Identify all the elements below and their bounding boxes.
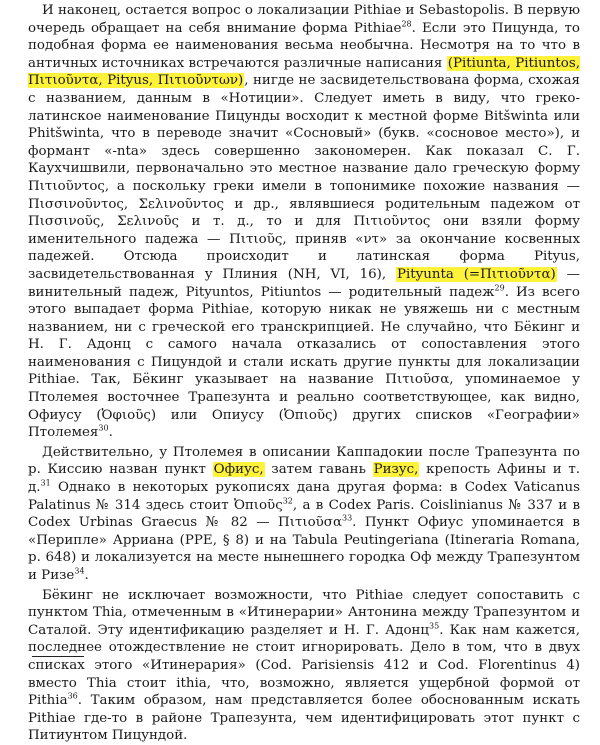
text-run: , нигде не засвидетельствована форма, схожая с названием, данным в «Нотиции». Следует иметь в виду, что греко-латинское наименование Пицунды восходит к местной форме Bitšwinta или Phitšwinta, что в переводе значит «Сосновый» (букв. «сосновое место»), и формант «-nta» здесь совершенно закономерен. Как показал С. Г. Каухчишвили, первоначально это местное название дало греческую форму Πιτιοῦντος, а поскольку греки имели в топонимике похожие названия — Πισσινοῦντος, Σελινοῦντος и др., являвшиеся родительным падежом от Πισσινοῦς, Σελινοῦς и т. д., то и для Πιτιοῦντος они взяли форму именительного падежа — Πιτιοῦς, приняв «ντ» за окончание косвенных падежей. Отсюда происходит и латинская форма Pityus, засвидетельствованная у Плиния (NH, VI, 16), — [28, 73, 580, 282]
footnote-ref: 30 — [98, 423, 109, 433]
text-run: . — [84, 568, 89, 583]
highlighted-text: (Pitiunta, Pitiuntos, Πιτιοῦντα, Pityus, Πιτιοῦντων) — [28, 55, 580, 89]
text-run: Однако в некоторых рукописях дана другая форма: в Codex Vaticanus Palatinus № 314 здесь стоит Ὀπιοῦς — [28, 480, 580, 513]
paragraph-2 — [28, 444, 580, 585]
text-run: . Из всего этого выпадает форма Pithiae, которую никак не увяжешь ни с местным названием, ни с греческой его транскрипцией. Не случайно, что Бёкинг и Н. Г. Адонц с самого начала отказались от сопоставления этого наименования с Пицундой и стали искать другие пункты для локализации Pithiae. Так, Бёкинг указывает на название Πιτιοῦσα, упоминаемое у Птолемея восточнее Трапезунта и реально соответствующее, как видно, Офиусу (Ὀφιοῦς) или Опиусу (Ὀπιοῦς) других списков «Географии» Птолемея — [28, 284, 580, 441]
text-run: . Если это Пицунда, то подобная форма ее наименования весьма необычна. Несмотря на то что в античных источниках встречаются различные написания — [28, 20, 580, 71]
footnote-ref: 31 — [40, 478, 51, 488]
text-run: — винительный падеж, Pityuntos, Pitiuntos — родительный падеж — [28, 266, 581, 300]
text-run: И наконец, остается вопрос о локализации Pithiae и Sebastopolis. В первую очередь обращает на себя внимание форма Pithiae — [28, 3, 580, 36]
footnote-ref: 36 — [67, 691, 78, 701]
text-run: . Таким образом, нам представляется более обоснованным искать Pithiae где-то в районе Трапезунта, чем идентифицировать этот пункт с Питиунтом Пицундой. — [28, 693, 580, 744]
text-run: Действительно, у Птолемея в описании Каппадокии после Трапезунта по р. Киссию назван пункт — [28, 444, 580, 478]
text-run: . Пункт Офиус упоминается в «Перипле» Арриана (PPE, § 8) и на Tabula Peutingeriana (Itineraria Romana, p. 648) и локализуется на месте нынешнего городка Оф между Трапезунтом и Ризе — [28, 515, 580, 583]
footnote-ref: 35 — [429, 621, 440, 631]
footnote-ref: 28 — [401, 19, 412, 29]
highlighted-text: Pityunta (=Πιτιοῦντα) — [396, 266, 556, 282]
text-run: , а в Codex Paris. Coislinianus № 337 и в Codex Urbinas Graecus № 82 — Πιτιοῦσα — [28, 497, 581, 531]
paragraph-3 — [28, 587, 580, 745]
footnote-ref: 34 — [74, 566, 85, 576]
footnote-ref: 29 — [494, 283, 505, 293]
highlighted-text: Офиус, — [213, 462, 264, 478]
text-run: Бёкинг не исключает возможности, что Pithiae следует сопоставить с пунктом Thia, отмеченным в «Итинерарии» Антонина между Трапезунтом и Саталой. Эту идентификацию разделяет и Н. Г. Адонц — [28, 587, 580, 638]
footnote-ref: 33 — [341, 513, 353, 523]
paragraph-1 — [28, 2, 580, 442]
text-run: крепость Афины и т. д. — [28, 462, 580, 496]
highlighted-text: Ризус, — [373, 462, 419, 478]
text-run: затем гавань — [264, 462, 373, 478]
footnote-ref: 32 — [282, 496, 293, 506]
footnote-rule — [32, 656, 84, 657]
text-run: . Как нам кажется, последнее отождествление не стоит игнорировать. Дело в том, что в двух списках этого «Итинерария» (Cod. Parisiensis 412 и Cod. Florentinus 4) вместо Thia стоит ithia, что, возможно, является ущербной формой от Pithia — [28, 622, 580, 709]
text-run: . — [108, 425, 113, 441]
